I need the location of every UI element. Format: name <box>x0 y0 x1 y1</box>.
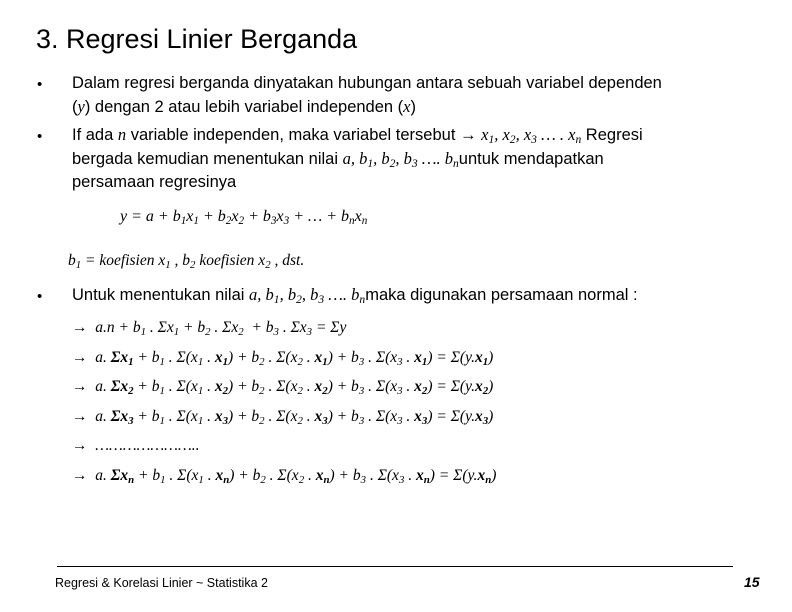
normal-equations <box>72 319 496 496</box>
text: ) dengan 2 atau lebih variabel independen ( <box>84 98 404 116</box>
text: maka digunakan persamaan normal : <box>365 286 638 304</box>
paren: ) <box>410 98 416 116</box>
bullet-1-line-2 <box>72 95 662 119</box>
arrow-icon: → <box>72 319 88 336</box>
var-y: y <box>77 97 85 116</box>
text: If ada <box>72 126 118 144</box>
text: Regresi <box>581 126 643 144</box>
coefficient-note: $b_1$ = koefisien $x_1$ , $b_2$ koefisien $x_2$ , dst. <box>68 252 305 271</box>
arrow-icon: → <box>460 125 477 144</box>
arrow-icon: → <box>72 466 88 484</box>
paren: ( <box>72 98 78 116</box>
bullet-1-line-1: Dalam regresi berganda dinyatakan hubungan antara sebuah variabel dependen <box>72 74 662 92</box>
bullet-marker: • <box>37 76 43 93</box>
bullet-1-text <box>72 72 662 119</box>
text: bergada kemudian menentukan nilai <box>72 150 343 168</box>
arrow-icon: → <box>72 348 88 366</box>
text: untuk mendapatkan <box>458 150 604 168</box>
bullet-2-text <box>72 123 643 194</box>
var-n: n <box>117 125 127 144</box>
footer-text: Regresi & Korelasi Linier ~ Statistika 2 <box>55 576 268 590</box>
normal-equation-row: → a. $\Sigma x_1 + b_1$ . $\Sigma(x_1$ . $x_1) + b_2$ . $\Sigma(x_2$ . $x_1) + b_3$ . $\Sigma(x_3$ . $x_1) = \Sigma(y.x_1)$ <box>72 348 494 368</box>
ellipsis: ………………….. <box>95 437 200 454</box>
normal-equation-row: → $a.n + b_1$ . $\Sigma x_1 + b_2$ . $\Sigma x_2 + b_3$ . $\Sigma x_3 = \Sigma y$ <box>72 319 347 338</box>
bullet-marker: • <box>37 128 43 145</box>
page-number: 15 <box>744 574 760 590</box>
arrow-icon: → <box>72 407 88 425</box>
page-title: 3. Regresi Linier Berganda <box>36 24 358 54</box>
coefficient-list: a, $b_1$, $b_2$, $b_3$ …. $b_n$ <box>249 285 366 306</box>
var-x: x <box>403 97 411 116</box>
footer-divider <box>57 566 733 567</box>
arrow-icon: → <box>72 378 88 395</box>
bullet-2-line-1 <box>72 123 643 147</box>
normal-equation-row: → a. $\Sigma x_3 + b_1$ . $\Sigma(x_1$ . $x_3) + b_2$ . $\Sigma(x_2$ . $x_3) + b_3$ . $\Sigma(x_3$ . $x_3) = \Sigma(y.x_3)$ <box>72 407 494 427</box>
coefficient-list: a, $b_1$, $b_2$, $b_3$ …. $b_n$ <box>342 149 459 170</box>
bullet-3-text <box>72 283 638 307</box>
bullet-2-line-2 <box>72 147 643 171</box>
text: variable independen, maka variabel tersebut <box>126 126 461 144</box>
regression-equation: $y = a + b_1x_1 + b_2x_2 + b_3x_3$ + … + $b_nx_n$ <box>120 208 368 227</box>
normal-equation-row: → a. $\Sigma x_n + b_1$ . $\Sigma(x_1$ . $x_n) + b_2$ . $\Sigma(x_2$ . $x_n) + b_3$ . $\Sigma(x_3$ . $x_n) = \Sigma(y.x_n)$ <box>72 466 497 486</box>
text: Untuk menentukan nilai <box>72 286 250 304</box>
bullet-marker: • <box>37 288 43 305</box>
normal-equation-row <box>72 437 496 467</box>
normal-equation-row: → a. $\Sigma x_2 + b_1$ . $\Sigma(x_1$ . $x_2) + b_2$ . $\Sigma(x_2$ . $x_2) + b_3$ . $\Sigma(x_3$ . $x_2) = \Sigma(y.x_2)$ <box>72 378 494 397</box>
variable-list: $x_1$, $x_2$, $x_3$ … . $x_n$ <box>481 125 582 146</box>
arrow-icon: → <box>72 437 88 454</box>
bullet-2-line-3: persamaan regresinya <box>72 173 237 191</box>
